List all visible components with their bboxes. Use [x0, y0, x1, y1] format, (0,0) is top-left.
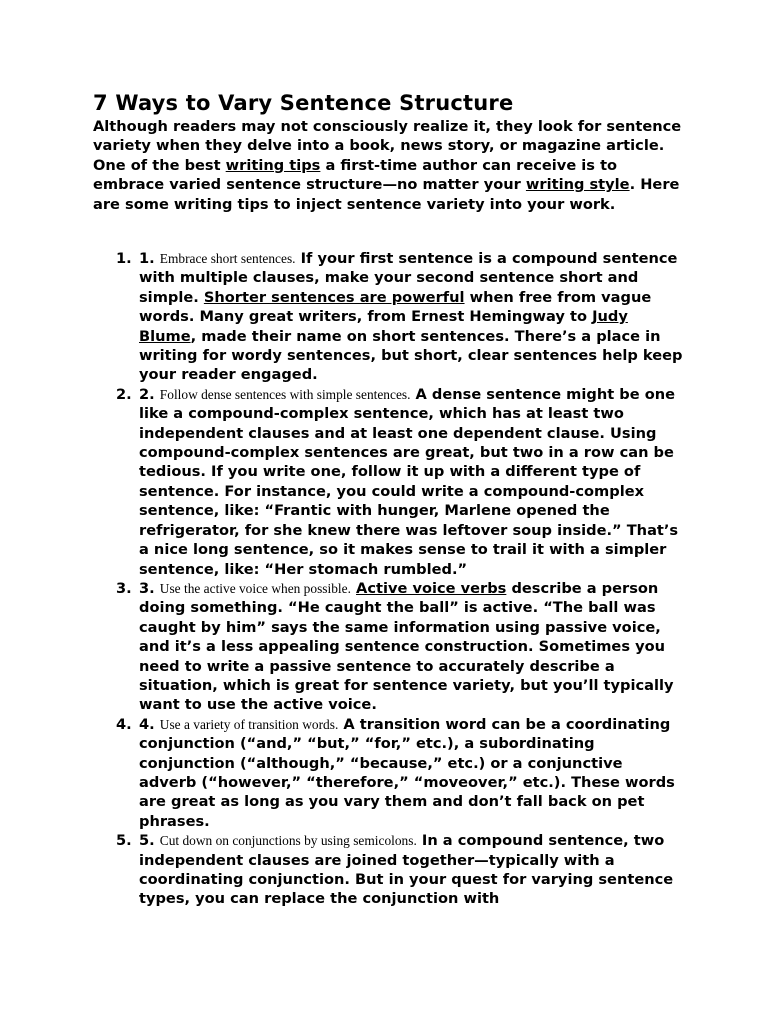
item-heading: Follow dense sentences with simple sentences.: [159, 386, 411, 402]
page-title: 7 Ways to Vary Sentence Structure: [93, 91, 514, 115]
item-text: describe a person doing something. “He caught the ball” is active. “The ball was caught by him” says the same information using passive voice, and it’s a less appealing sentence construction. Sometimes you need to write a passive sentence to accurately describe a situation, which is great for sentence variety, but you’ll typically want to use the active voice.: [139, 579, 674, 714]
item-heading: Embrace short sentences.: [159, 251, 296, 266]
list-item-text: [139, 831, 684, 909]
item-prefix: 4.: [139, 715, 155, 733]
item-prefix: 3.: [139, 579, 155, 597]
judy-blume-link[interactable]: Judy Blume: [139, 308, 628, 345]
item-heading: Use a variety of transition words.: [159, 716, 339, 732]
intro-text: a first-time author can receive is to embrace varied sentence structure—no matter your: [93, 156, 618, 194]
item-text: , made their name on short sentences. There’s a place in writing for wordy sentences, but short, clear sentences help keep your reader engaged.: [139, 327, 683, 384]
tips-list: [0, 249, 768, 909]
list-item-text: [139, 715, 684, 831]
item-text: A transition word can be a coordinating conjunction (“and,” “but,” “for,” etc.), a subordinating conjunction (“although,” “because,” etc.) or a conjunctive adverb (“however,” “therefore,” “moveover,” etc.). These words are great as long as you vary them and don’t fall back on pet phrases.: [139, 715, 675, 830]
list-item-text: [139, 579, 684, 715]
item-heading: Cut down on conjunctions by using semicolons.: [159, 833, 417, 849]
list-item: [0, 579, 768, 715]
item-text: when free from vague words. Many great writers, from Ernest Hemingway to: [139, 288, 652, 326]
item-text: A dense sentence might be one like a compound-complex sentence, which has at least two independent clauses and at least one dependent clause. Using compound-complex sentences are great, but two in a row can be tedious. If you write one, follow it up with a different type of sentence. For instance, you could write a compound-complex sentence, like: “Frantic with hunger, Marlene opened the refrigerator, for she knew there was leftover soup inside.” That’s a nice long sentence, so it makes sense to trail it with a simpler sentence, like: “Her stomach rumbled.”: [139, 385, 679, 578]
list-number: 4.: [116, 715, 132, 733]
list-item: [0, 249, 768, 385]
list-item: [0, 715, 768, 831]
item-heading: Use the active voice when possible.: [159, 580, 351, 596]
writing-style-link[interactable]: writing style: [525, 176, 630, 194]
intro-text: Although readers may not consciously realize it, they look for sentence variety when they delve into a book, news story, or magazine article. One of the best: [93, 118, 682, 174]
item-prefix: 5.: [139, 832, 155, 850]
writing-tips-link[interactable]: writing tips: [225, 156, 321, 174]
item-prefix: 2.: [139, 385, 155, 403]
list-item: [0, 385, 768, 579]
list-item-text: [139, 385, 684, 579]
list-number: 3.: [116, 579, 132, 597]
list-number: 2.: [116, 385, 132, 403]
item-text: If your first sentence is a compound sentence with multiple clauses, make your second sentence short and simple.: [139, 250, 678, 306]
intro-paragraph: [93, 117, 683, 214]
shorter-sentences-link[interactable]: Shorter sentences are powerful: [203, 288, 465, 306]
list-item-text: [139, 249, 684, 385]
active-voice-verbs-link[interactable]: Active voice verbs: [356, 579, 507, 597]
list-number: 1.: [116, 250, 132, 267]
item-prefix: 1.: [139, 250, 155, 267]
intro-text: . Here are some writing tips to inject sentence variety into your work.: [93, 176, 680, 213]
list-number: 5.: [116, 832, 132, 850]
item-text: In a compound sentence, two independent clauses are joined together—typically with a coordinating conjunction. But in your quest for varying sentence types, you can replace the conjunction with: [139, 832, 674, 908]
list-item: [0, 831, 768, 909]
